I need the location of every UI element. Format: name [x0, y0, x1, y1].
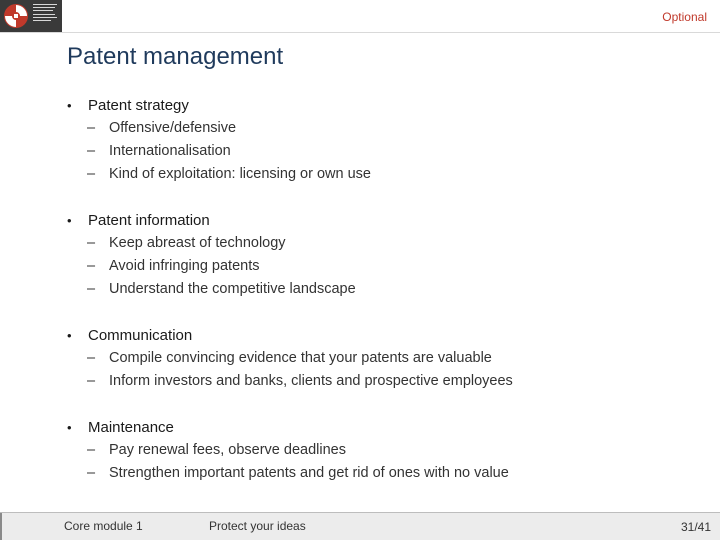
footer-module: Core module 1: [64, 519, 143, 533]
epo-logo: [0, 0, 62, 32]
bullet-heading: [67, 416, 697, 439]
sub-item-text: Kind of exploitation: licensing or own use: [109, 166, 371, 182]
dash-icon: –: [87, 373, 96, 389]
sub-item-text: Understand the competitive landscape: [109, 281, 356, 297]
bullet-heading-text: Patent information: [88, 212, 210, 229]
bullet-dot-icon: •: [67, 420, 72, 435]
sub-item-text: Offensive/defensive: [109, 120, 237, 136]
sub-item: [67, 462, 697, 485]
epo-logo-mark-icon: [3, 3, 29, 29]
sub-item-text: Pay renewal fees, observe deadlines: [109, 442, 346, 458]
sub-item: [67, 117, 697, 140]
optional-tag: Optional: [662, 10, 707, 24]
bullet-heading: [67, 94, 697, 117]
sub-item: [67, 370, 697, 393]
slide-footer: [0, 512, 720, 540]
bullet-heading-text: Maintenance: [88, 419, 174, 436]
bullet-heading-text: Patent strategy: [88, 97, 189, 114]
section-communication: [67, 324, 697, 393]
bullet-heading: [67, 209, 697, 232]
sub-item: [67, 140, 697, 163]
bullet-dot-icon: •: [67, 213, 72, 228]
sub-item-text: Internationalisation: [109, 143, 231, 159]
section-patent-strategy: [67, 94, 697, 186]
sub-item-text: Avoid infringing patents: [109, 258, 260, 274]
header-divider: [0, 32, 720, 33]
sub-item-text: Inform investors and banks, clients and prospective employees: [109, 373, 513, 389]
section-maintenance: [67, 416, 697, 485]
bullet-heading: [67, 324, 697, 347]
slide-content: [67, 94, 697, 508]
bullet-dot-icon: •: [67, 98, 72, 113]
dash-icon: –: [87, 281, 96, 297]
dash-icon: –: [87, 350, 96, 366]
sub-item: [67, 232, 697, 255]
section-patent-information: [67, 209, 697, 301]
dash-icon: –: [87, 258, 96, 274]
page-number: 31/41: [680, 520, 711, 534]
page-title: Patent management: [67, 43, 284, 70]
bullet-heading-text: Communication: [88, 327, 193, 344]
sub-item: [67, 163, 697, 186]
sub-item: [67, 278, 697, 301]
sub-item: [67, 347, 697, 370]
dash-icon: –: [87, 166, 96, 182]
sub-item-text: Strengthen important patents and get rid of ones with no value: [109, 465, 509, 481]
dash-icon: –: [87, 465, 96, 481]
epo-logo-wordmark: [33, 4, 59, 23]
sub-item: [67, 439, 697, 462]
footer-subtitle: Protect your ideas: [209, 519, 306, 533]
footer-edge: [0, 513, 2, 540]
dash-icon: –: [87, 235, 96, 251]
sub-item-text: Compile convincing evidence that your patents are valuable: [109, 350, 492, 366]
bullet-dot-icon: •: [67, 328, 72, 343]
dash-icon: –: [87, 120, 96, 136]
dash-icon: –: [87, 442, 96, 458]
sub-item-text: Keep abreast of technology: [109, 235, 286, 251]
dash-icon: –: [87, 143, 96, 159]
sub-item: [67, 255, 697, 278]
